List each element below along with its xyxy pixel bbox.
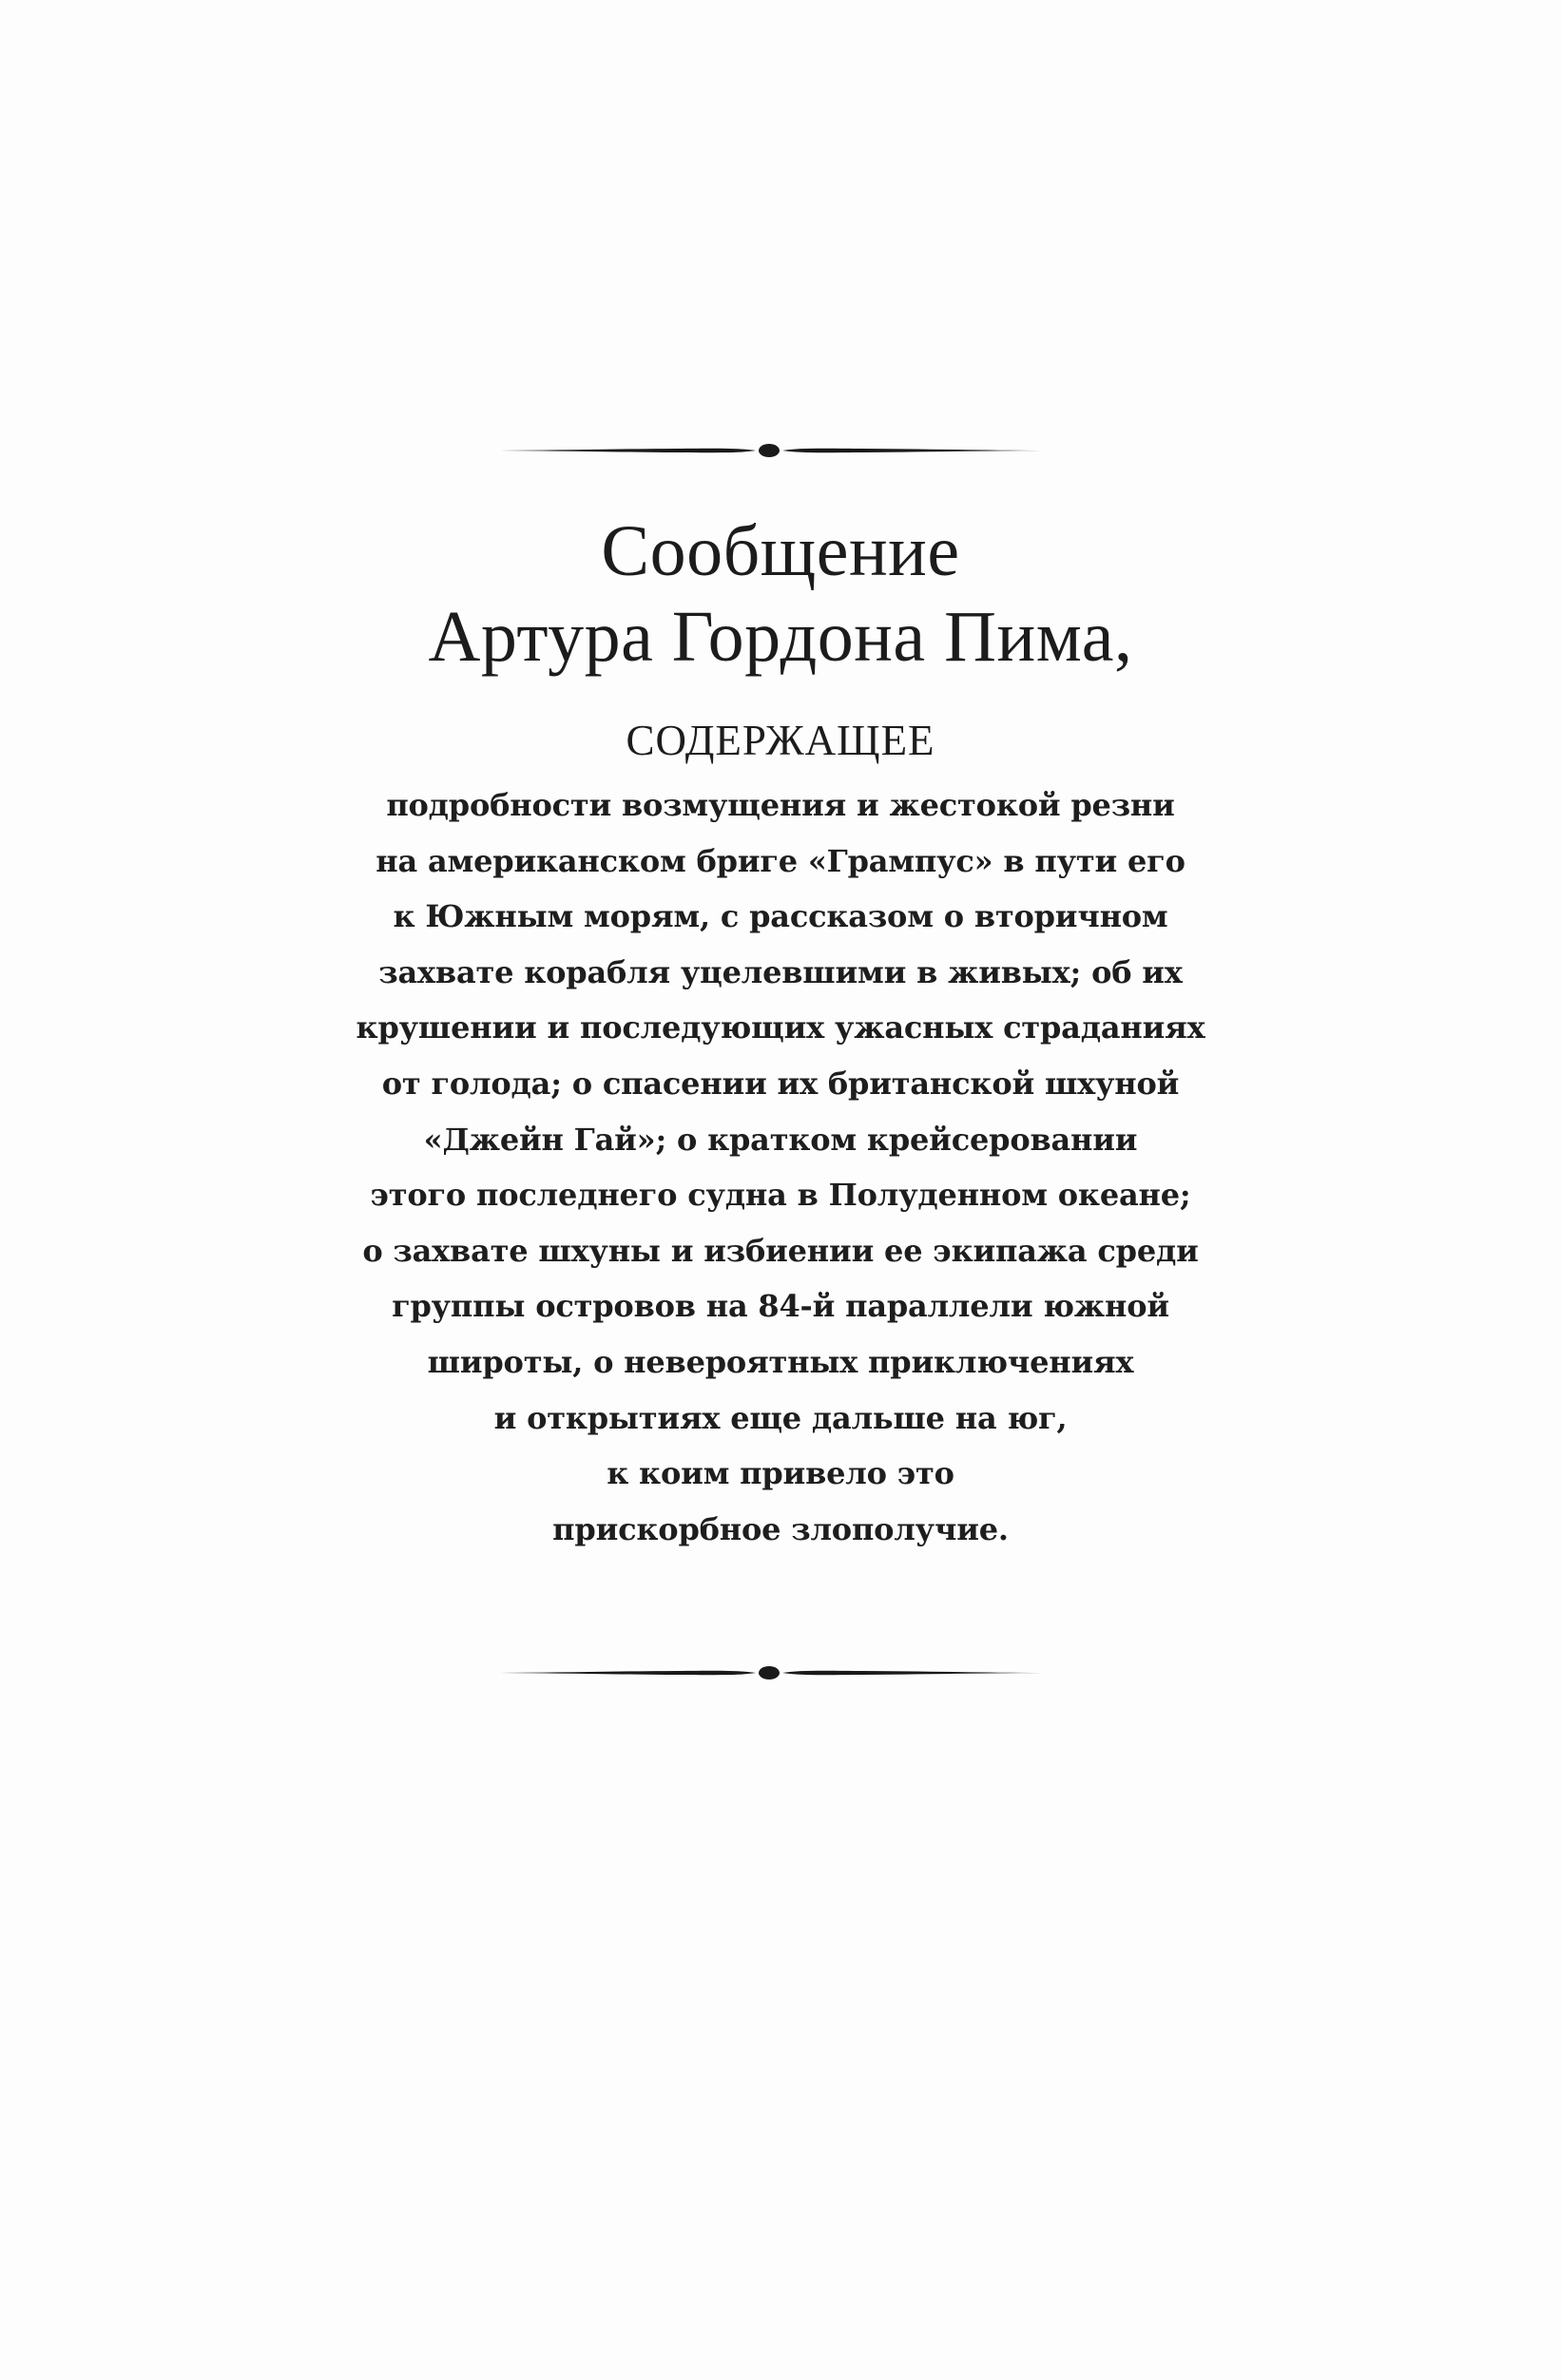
description-line: и открытиях еще дальше на юг, [493, 1399, 1068, 1436]
description-line: захвате корабля уцелевшими в живых; об их [378, 953, 1183, 990]
description-line: подробности возмущения и жестокой резни [386, 787, 1175, 823]
description-line: к Южным морям, с рассказом о вторичном [393, 898, 1168, 935]
description-line: прискорбное злополучие. [552, 1510, 1009, 1547]
ornament-rule-top-icon [486, 439, 1052, 462]
description-line: этого последнего судна в Полуденном океане; [370, 1177, 1191, 1214]
description-block [0, 777, 1561, 1557]
description-line: широты, о невероятных приключениях [427, 1343, 1134, 1380]
ornament-rule-bottom-icon [486, 1661, 1052, 1684]
description-line: о захвате шхуны и избиении ее экипажа среди [362, 1232, 1199, 1269]
title-line-1: Сообщение [601, 511, 960, 591]
description-line: на американском бриге «Грампус» в пути его [376, 842, 1185, 879]
description-line: «Джейн Гай»; о кратком крейсеровании [423, 1121, 1138, 1158]
description-line: группы островов на 84-й параллели южной [392, 1288, 1169, 1325]
title-line-2: Артура Гордона Пима, [428, 597, 1133, 677]
description-line: крушении и последующих ужасных страданиях [356, 1009, 1205, 1046]
description-line: от голода; о спасении их британской шхуной [381, 1065, 1180, 1102]
description-line: к коим привело это [607, 1455, 954, 1492]
subheading: СОДЕРЖАЩЕЕ [626, 717, 935, 764]
